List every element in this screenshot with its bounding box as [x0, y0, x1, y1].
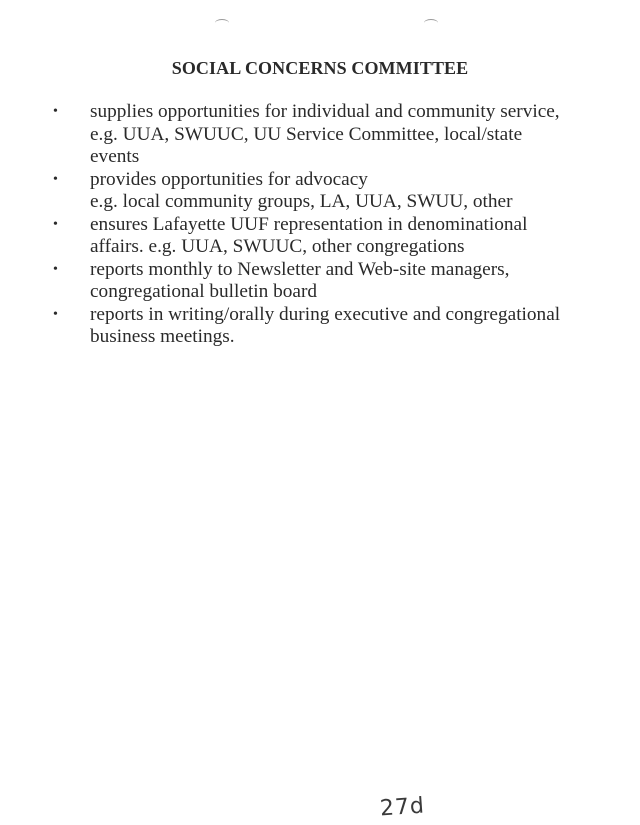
bullet-icon: • — [53, 104, 58, 119]
punch-hole-mark-right — [424, 19, 438, 27]
list-item — [0, 214, 570, 259]
list-item — [0, 101, 570, 169]
list-item-line: reports monthly to Newsletter and Web-site managers, — [90, 258, 510, 280]
list-item — [0, 304, 570, 349]
list-item-line: business meetings. — [90, 326, 235, 347]
responsibility-list — [0, 101, 570, 349]
list-item-line: e.g. UUA, SWUUC, UU Service Committee, local/state — [90, 123, 523, 145]
handwritten-page-number: 27d — [379, 793, 426, 822]
bullet-icon: • — [53, 306, 58, 322]
bullet-icon: • — [53, 216, 58, 232]
bullet-icon: • — [53, 261, 58, 277]
list-item-line: congregational bulletin board — [90, 281, 318, 302]
list-item-line: reports in writing/orally during executive and congregational — [90, 303, 561, 325]
list-item-line: supplies opportunities for individual and community service, — [90, 101, 560, 122]
list-item-line: e.g. local community groups, LA, UUA, SWUU, other — [90, 191, 513, 212]
punch-hole-mark-left — [215, 19, 229, 27]
list-item-line: provides opportunities for advocacy — [90, 168, 368, 190]
list-item — [0, 259, 570, 304]
list-item-line: affairs. e.g. UUA, SWUUC, other congregations — [90, 236, 465, 257]
list-item-line: ensures Lafayette UUF representation in denominational — [90, 213, 528, 235]
list-item — [0, 169, 570, 214]
bullet-icon: • — [53, 171, 58, 187]
document-title: SOCIAL CONCERNS COMMITTEE — [171, 58, 469, 78]
list-item-line: events — [90, 146, 140, 167]
